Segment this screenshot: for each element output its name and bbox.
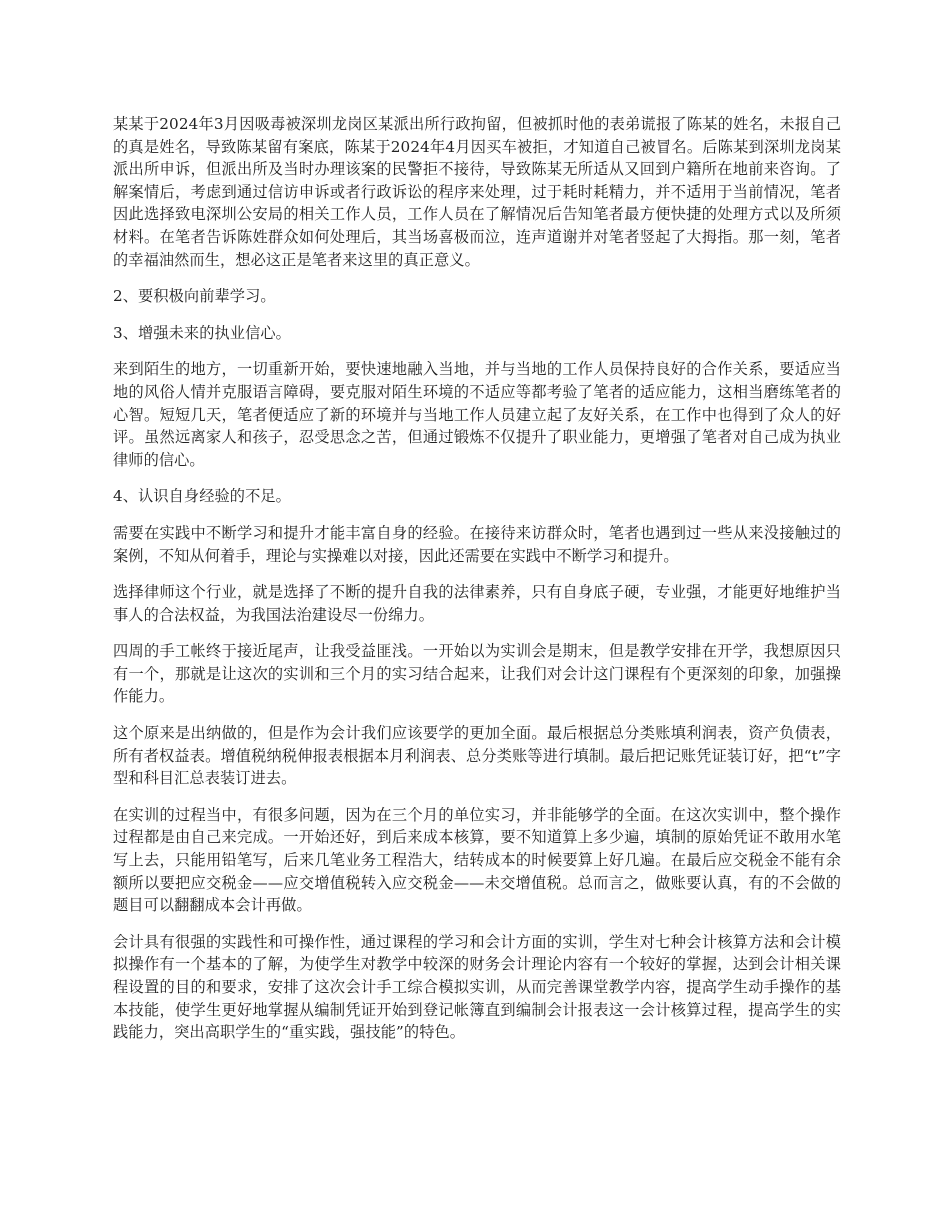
heading-learn-from-seniors: 2、要积极向前辈学习。 bbox=[113, 287, 276, 306]
document-page bbox=[113, 113, 841, 1058]
paragraph-lawyer-career: 选择律师这个行业，就是选择了不断的提升自我的法律素养，只有自身底子硬，专业强，才能更好地维护当事人的合法权益，为我国法治建设尽一份绵力。 bbox=[113, 583, 841, 624]
paragraph-keep-learning: 需要在实践中不断学习和提升才能丰富自身的经验。在接待来访群众时，笔者也遇到过一些从来没接触过的案例，不知从何着手，理论与实操难以对接，因此还需要在实践中不断学习和提升。 bbox=[113, 523, 841, 565]
paragraph-training-process: 在实训的过程当中，有很多问题，因为在三个月的单位实习，并非能够学的全面。在这次实训中，整个操作过程都是由自己来完成。一开始还好，到后来成本核算，要不知道算上多少遍，填制的原始凭证不敢用水笔写上去，只能用铅笔写，后来几笔业务工程浩大，结转成本的时候要算上好几遍。在最后应交税金不能有余额所以要把应交税金——应交增值税转入应交税金——未交增值税。总而言之，做账要认真，有的不会做的题目可以翻翻成本会计再做。 bbox=[113, 805, 841, 915]
paragraph-case-story: 某某于2024年3月因吸毒被深圳龙岗区某派出所行政拘留，但被抓时他的表弟谎报了陈某的姓名，未报自己的真是姓名，导致陈某留有案底，陈某于2024年4月因买车被拒，才知道自己被冒名。后陈某到深圳龙岗某派出所申诉，但派出所及当时办理该案的民警拒不接待，导致陈某无所适从又回到户籍所在地前来咨询。了解案情后，考虑到通过信访申诉或者行政诉讼的程序来处理，过于耗时耗精力，并不适用于当前情况，笔者因此选择致电深圳公安局的相关工作人员，工作人员在了解情况后告知笔者最方便快捷的处理方式以及所须材料。在笔者告诉陈姓群众如何处理后，其当场喜极而泣，连声道谢并对笔者竖起了大拇指。那一刻，笔者的幸福油然而生，想必这正是笔者来这里的真正意义。 bbox=[113, 115, 841, 269]
heading-confidence: 3、增强未来的执业信心。 bbox=[113, 323, 291, 342]
heading-experience: 4、认识自身经验的不足。 bbox=[113, 487, 291, 506]
paragraph-adapting: 来到陌生的地方，一切重新开始，要快速地融入当地，并与当地的工作人员保持良好的合作关系，要适应当地的风俗人情并克服语言障碍，要克服对陌生环境的不适应等都考验了笔者的适应能力，这相当磨练笔者的心智。短短几天，笔者便适应了新的环境并与当地工作人员建立起了友好关系，在工作中也得到了众人的好评。虽然远离家人和孩子，忍受思念之苦，但通过锻炼不仅提升了职业能力，更增强了笔者对自己成为执业律师的信心。 bbox=[113, 360, 841, 469]
paragraph-accounting-practice: 会计具有很强的实践性和可操作性，通过课程的学习和会计方面的实训，学生对七种会计核算方法和会计模拟操作有一个基本的了解，为使学生对教学中较深的财务会计理论内容有一个较好的掌握，达到会计相关课程设置的目的和要求，安排了这次会计手工综合模拟实训，从而完善课堂教学内容，提高学生动手操作的基本技能，使学生更好地掌握从编制凭证开始到登记帐簿直到编制会计报表这一会计核算过程，提高学生的实践能力，突出高职学生的“重实践，强技能”的特色。 bbox=[113, 932, 841, 1042]
paragraph-cashier: 这个原来是出纳做的，但是作为会计我们应该要学的更加全面。最后根据总分类账填利润表，资产负债表，所有者权益表。增值税纳税伸报表根据本月利润表、总分类账等进行填制。最后把记账凭证装订好，把“t”字型和科目汇总表装订进去。 bbox=[113, 724, 841, 788]
paragraph-manual-accounts: 四周的手工帐终于接近尾声，让我受益匪浅。一开始以为实训会是期末，但是教学安排在开学，我想原因只有一个，那就是让这次的实训和三个月的实习结合起来，让我们对会计这门课程有个更深刻的印象，加强操作能力。 bbox=[113, 642, 841, 706]
